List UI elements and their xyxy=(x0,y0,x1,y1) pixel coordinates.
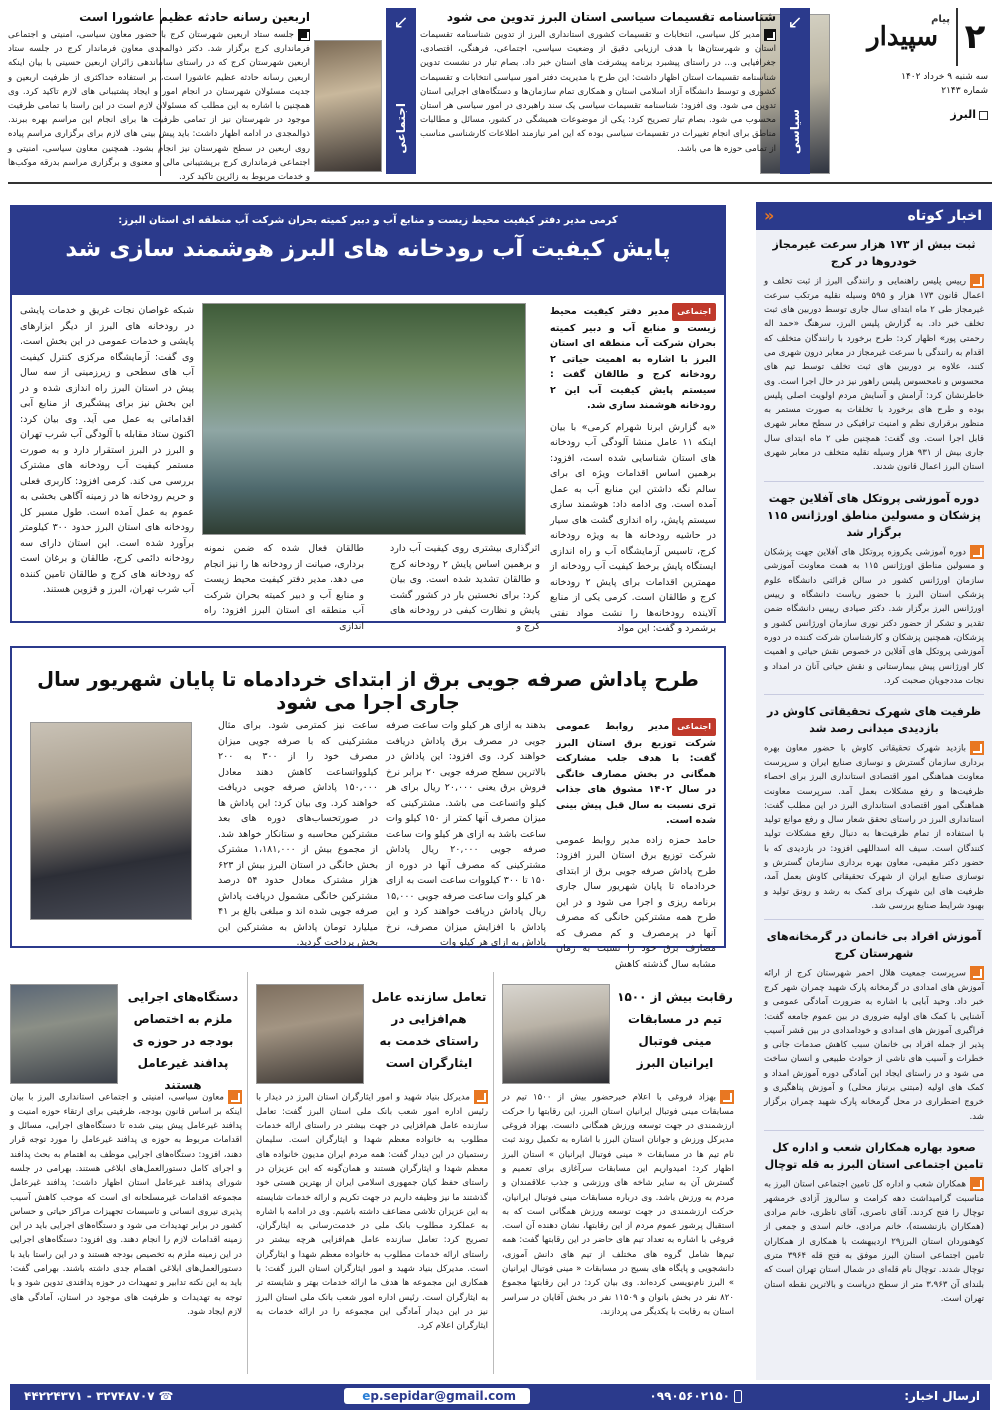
email-link[interactable]: ep.sepidar@gmail.com xyxy=(344,1388,530,1404)
story-title: شناسنامه تقسیمات سیاسی استان البرز تدوین می شود xyxy=(446,10,776,24)
short-news-title: ثبت بیش از ۱۷۳ هزار سرعت غیرمجاز خودروها در کرج xyxy=(772,238,976,268)
bullet-icon xyxy=(764,29,776,41)
section-tab-political: ↙ سیاسی xyxy=(780,8,810,174)
bottom-story: دستگاه‌های اجرایی ملزم به اختصاص بودجه در حوزه ی پدافند غیرعامل هستند معاون سیاسی، امنیتی و اجتماعی استانداری البرز با بیان اینکه بر اساس قانون بودجه، ظرفیتی برای ارتقاء حوزه امنیت و پدافند غیرعامل پیش بینی شده تا دستگاه‌های اجرایی، مسائل و اقدامات مربوط به حوزه ی پدافند غیرعامل را مورد توجه قرار دهند، افزود: دستگاه‌های اجرایی موظف به اهتمام به بحث پدافند و اجرای کامل دستورالعمل‌های ابلاغی هستند. بهرامی در جلسه شورای پدافند غیرعامل استان اظهار داشت: پدافند غیرعامل مجموعه اقدامات غیرمسلحانه ای است که موجب کاهش آسیب پذیری نیروی انسانی و تاسیسات تجهیزات مراکز حیاتی و حساس کشور در برابر تهدیدات می شود و دستگاه‌های اجرایی باید در این زمینه اقدامات لازم را انجام دهند. وی افزود: دستگاه‌های اجرایی در این زمینه ملزم به تخصیص بودجه هستند و در این راستا باید با دستورالعمل‌های ابلاغی اهتمام جدی داشته باشند. بهرامی گفت: باید به این نکته تدابیر و تمهیدات در حوزه پدافندی تدوین شود و با توجه به تهدیدات و ظرفیت های موجود در استان، آمادگی های لازم ایجاد شود. xyxy=(6,970,244,1378)
short-news-body: دوره آموزشی یکروزه پروتکل های آفلاین جهت پزشکان و مسولین مناطق اورژانس ۱۱۵ به همت معاونت آموزشی سازمان اورژانس کشور در سالن قرائتی دانشگاه علوم پزشکی استان البرز با حضور ریاست دانشگاه و رییس اورژانس البرز برگزار شد. دکتر صیادی رییس دانشگاه ضمن تقدیر و تشکر از حضور دکتر نوری سازمان اورژانس کشور و پزشکان، همچنین پزشکان و کارشناسان شرکت کننده در دوره آموزشی پروتکل های آفلاین در خصوص نقش حیاتی و اهمیت کار اورژانس پیش بیمارستانی و نقش حیاتی آنان در امداد و نجات مددجویان صحبت کرد. xyxy=(764,547,985,686)
arrow-bullet-icon xyxy=(474,1090,488,1104)
footer-bar xyxy=(10,1384,990,1410)
arrow-bullet-icon xyxy=(970,966,984,980)
tag-social: اجتماعی xyxy=(672,303,716,321)
power-photo xyxy=(30,722,192,920)
bottom-story: رقابت بیش از ۱۵۰۰ تیم در مسابقات مینی فوتبال ایرانیان البرز بهزاد فروغی با اعلام خبرحضور بیش از ۱۵۰۰ تیم در مسابقات مینی فوتبال ایرانیان استان البرز، این رقابتها را حرکت ارزشمندی در جهت توسعه ورزش همگانی دانست. بهزاد فروغی مدیرکل ورزش و جوانان استان البرز با اشاره به تکمیل روند ثبت نام تیم ها در مسابقات « مینی فوتبال ایرانیان » استان البرز اظهار کرد: امیدواریم این مسابقات سرآغازی برای تعمیم و گسترش آن به سایر شاخه های ورزشی و جذب علاقمندان و مردم به ورزش باشد. وی درباره مسابقات مینی فوتبال ایرانیان، حرکت ارزشمندی در جهت توسعه ورزش همگانی است که به استقبال پرشور عموم مردم از این رقابتها، نشان دهنده آن است. فروغی با اشاره به تعداد تیم های حاضر در این رقابتها گفت: همه تیم‌ها شامل گروه های مختلف از تیم های دانش آموزی، دانشجویی و پایگاه های بسیج در مسابقات « مینی فوتبال ایرانیان » البرز نام‌نویسی کرده‌اند. وی بیان کرد: در این رقابتها مجموع ۸۲۰ نفر در بخش بانوان و ۱۱۵۰۹ نفر در بخش آقایان در سراسر استان به رقابت با یکدیگر می پردازند. xyxy=(498,970,736,1378)
story-col-3: ساعت نیز کمترمی شود. برای مثال مشترکینی که با صرفه جویی میزان مصرف خود را از ۳۰۰ به ۲۰۰ کیلوواتساعت کاهش دهند معادل ۱۵۰,۰۰۰ پاداش صرفه جویی دریافت خواهند کرد. وی بیان کرد: این پاداش ها در صورتحساب‌های دوره های بعد مشترکین محاسبه و ستانکار خواهد شد. از مجموع بیش از ۱،۱۸۱,۰۰۰ مشترک بخش خانگی در استان البرز بیش از ۶۲۳ هزار مشترک معادل حدود ۵۴ درصد مشترکین خانگی مشمول دریافت پاداش صرفه جویی شده اند و مبلغی بالغ بر ۴۱ میلیارد تومان پاداش به مشترکین این بخش پرداخت گردید. xyxy=(218,720,379,948)
issue-date: سه شنبه ۹ خرداد ۱۴۰۲ xyxy=(901,72,988,82)
social-story-photo xyxy=(314,40,382,172)
short-news-item xyxy=(764,490,984,695)
arrow-bullet-icon xyxy=(970,741,984,755)
bottom-story-photo xyxy=(502,984,610,1084)
story-col-1: اجتماعیمدیر روابط عمومی شرکت توزیع برق استان البرز گفت: با هدف جلب مشارکت همگانی در بخش مصارف خانگی در سال ۱۴۰۲ مشوق های جذاب تری نسبت به سال قبل پیش بینی شده است. حامد حمزه زاده مدیر روابط عمومی شرکت توزیع برق استان البرز افزود: طرح پاداش صرفه جویی برق از ابتدای خردادماه تا پایان شهریور سال جاری برنامه ریزی و اجرا می شود و در این طرح همه مشترکین خانگی که مصرف آنها در پرمصرف و کم مصرف که مصارف برق خود را نسبت به زمان مشابه سال گذشته کاهش xyxy=(556,718,716,972)
arrow-bullet-icon xyxy=(970,1177,984,1191)
short-news-title: ظرفیت های شهرک تحقیقاتی کاوش در بازدیدی میدانی رصد شد xyxy=(766,705,981,736)
short-news-header: اخبار کوتاه « xyxy=(756,202,992,230)
arrow-bullet-icon xyxy=(970,545,984,559)
story-col-4: شبکه غواصان نجات غریق و خدمات پایشی در رودخانه های البرز از دیگر ابزارهای پایشی و خدمات عمومی در این بخش است. وی گفت: آزمایشگاه مرکزی کنترل کیفیت آب های سطحی و زیرزمینی از سه سال پیش در استان البرز راه اندازی شده و در این بخش نیز برای پیشگیری از منابع آبی اقداماتی به عمل می آید. وی بیان کرد: اکنون ستاد مقابله با آلودگی آب شرب تهران و البرز در البرز استقرار دارد و به صورت مستمر کیفیت آب رودخانه های مشترک بررسی می کند. کرمی افزود: کاربری فعلی و حریم رودخانه ها در زمینه آگاهی بخشی به عموم به عمل آمده است. طول مسیر کل رودخانه های استان البرز حدود ۳۰۰ کیلومتر برآورد شده است. این استان دارای سه رودخانه دائمی کرج، طالقان و برغان است که رودخانه های کرج و طالقان تامین کننده آب شرب تهران، البرز و قزوین هستند. xyxy=(20,305,195,595)
arrow-icon: ↙ xyxy=(393,12,409,33)
page-number: ۲ xyxy=(956,8,992,66)
short-news-title: صعود بهاره همکاران شعب و اداره کل تامین اجتماعی استان البرز به قله توچال xyxy=(764,1140,984,1171)
story-water xyxy=(10,205,726,634)
region-label: البرز xyxy=(950,108,988,121)
story-col-3: طالقان فعال شده که ضمن نمونه برداری، صیانت از رودخانه ها را نیز انجام می دهد. مدیر دفتر کیفیت محیط زیست و منابع آب و دبیر کمیته بحران شرکت آب منطقه ای استان البرز افزود: راه اندازی xyxy=(204,543,364,632)
column-divider xyxy=(247,972,248,1374)
column-divider xyxy=(493,972,494,1374)
water-photo xyxy=(202,303,526,535)
story-kicker: کرمی مدیر دفتر کیفیت محیط زیست و منابع آب و دبیر کمیته بحران شرکت آب منطقه ای استان البرز: xyxy=(118,215,618,226)
story-headline: پایش کیفیت آب رودخانه های البرز هوشمند سازی شد xyxy=(65,236,671,262)
short-news-body: همکاران شعب و اداره کل تامین اجتماعی استان البرز به مناسبت گرامیداشت دهه کرامت و سالروز آزادی خرمشهر توچال را فتح کردند. آقای ناصری، آقای ناظری، خانم مرادی (همکاران بازنشسته)، خانم مرادی، خانم اسدی و جمعی از کوهنوردان استان البرز۲۹ اردیبهشت با همکاری از همکاران تامین اجتماعی استان البرز موفق به فتح قله ۳۹۶۴ متری توچال شدند. توچال نام قله‌ای در شمال استان تهران است که بلندای آن ۳،۹۶۳ متر از سطح دریاست و بالاترین نقطه استان تهران است. xyxy=(764,1179,985,1304)
short-news-body: بازدید شهرک تحقیقاتی کاوش با حضور معاون بهره برداری سازمان گسترش و نوسازی صنایع ایران و سرپرست معاونت هماهنگی امور اقتصادی استانداری البرز برای احصاء ظرفیت‌ها و رفع مشکلات بعمل آمد. سرپرست معاونت هماهنگی امور اقتصادی استانداری البرز در این مطلب گفت: استانداری البرز در راستای تحقق شعار سال و رفع موانع تولید با استفاده از تمام ظرفیت‌ها به دنبال رفع مشکلات تولید کنندگان است. سیف اله اسداللهی افزود: در بازدیدی که با حضور دکتر مقیمی، معاون بهره برداری سازمان گسترش و نوسازی صنایع ایران از شهرک تحقیقاتی کاوش بعمل آمد، ظرفیت های این شهرک برای کمک به رشد و رونق تولید و بهبود شرایط صنایع بررسی شد. xyxy=(764,743,984,911)
short-news-body: سرپرست جمعیت هلال احمر شهرستان کرج از ارائه آموزش های امدادی در گرمخانه پارک شهید چمران شهر کرج خبر داد. وحید آبایی با اشاره به ضرورت آمادگی عمومی و آشنایی با کمک های اولیه ضروری در بین عموم جامعه گفت: فراگیری آموزش های امدادی و خودامدادی در بین قشر آسیب پذیر از جمله افراد بی خانمان سبب کاهش صدمات جانی و خطرات و آسیب های ناشی از حوادث طبیعی و انسان ساخت می شود و در راستای ایجاد این آمادگی دوره آموزش امداد و کمک های اولیه (مبتنی برنیاز محلی) و آموزش پناهگیری و خروج اضطراری در محل گرمخانه پارک شهید چمران برگزار شد. xyxy=(764,968,984,1122)
arrow-bullet-icon xyxy=(228,1090,242,1104)
top-story-political: شناسنامه تقسیمات سیاسی استان البرز تدوین می شود مدیر کل سیاسی، انتخابات و تقسیمات کشوری استانداری البرز از تدوین شناسنامه تقسیمات استان و شهرستان‌ها با هدف ارزیابی دقیق از وضعیت سیاسی، اجتماعی، فرهنگی، اقتصادی، جغرافیایی و... در راستای پیشبرد برنامه پیشرفت های استان خبر داد. بصام تبار در نشست تدوین شناسنامه تقسیمات استان اظهار داشت: این طرح با مدیریت دفتر امور سیاسی انتخابات و تقسیمات کشوری و توسط دانشگاه آزاد اسلامی استان و همکاری تمام سازمان‌ها و دستگاه‌های اجرایی استان تدوین می شود. وی افزود: شناسنامه تقسیمات سیاسی یک سند راهبردی در امور سیاسی هر استان محسوب می شود. بصام تبار تصریح کرد: یکی از موضوعات همیشگی در کشور، مسائل و مطالبات مناطق برای انجام تغییرات در تقسیمات سیاسی بوده که این امر نیازمند اطلاعات کارشناسی مناسب از تمامی حوزه ها می باشد. xyxy=(420,10,776,154)
phone-landline[interactable]: ☎۳۲۷۴۸۷۰۷ - ۴۴۲۲۴۳۷۱ xyxy=(24,1389,174,1403)
short-news-item xyxy=(764,1139,984,1312)
section-tab-social: ↙ اجتماعی xyxy=(386,8,416,174)
issue-number: شماره ۲۱۴۳ xyxy=(941,86,988,96)
arrow-bullet-icon xyxy=(720,1090,734,1104)
short-news-item xyxy=(764,928,984,1131)
short-news-body: رییس پلیس راهنمایی و رانندگی البرز از ثبت تخلف و اعمال قانون ۱۷۳ هزار و ۵۹۵ وسیله نقلیه مرتکب سرعت غیرمجاز طی ۲ ماه ابتدای سال جاری توسط دوربین های ثبت تخلف خبر داد. به گزارش پلیس البرز، سرهنگ «حمد اله رحمتی پور» اظهار کرد: طرح برخورد با رانندگان متخلف که اقدام به رانندگی با سرعت غیرمجاز در معابر درون شهری می کنند، علاوه بر دوربین های ثبت تخلف توسط تیم های محسوس و نامحسوس پلیس راهور نیز در حال اجرا است. وی خاطرنشان کرد: آرامش و آسایش مردم اولویت اصلی پلیس بوده و طرح های برخورد با تخلفات به صورت مستمر به منظور برقراری نظم و امنیت ترافیکی در سطح معابر شهری قابل اجرا است. وی گفت: همچنین طی ۲ ماه ابتدای سال جاری بیش از ۹۳۱ هزار وسیله نقلیه متخلف در معابر شهری استان البرز اعمال قانون شدند. xyxy=(764,276,985,473)
short-news-title: آموزش افراد بی خانمان در گرمخانه‌های شهرستان کرج xyxy=(766,930,982,961)
bottom-story: تعامل سازنده عامل هم‌افزایی در راستای خدمت به ایثارگران است مدیرکل بنیاد شهید و امور ایثارگران استان البرز در دیدار با رئیس اداره امور شعب بانک ملی استان البرز گفت: تعامل سازنده عامل هم‌افزایی در جهت بیشتر در راستای ارائه خدمات مطلوب به خانواده معظم شهدا و ایثارگران است. سلیمان رستمیان در این دیدار گفت: همه مردم ایران مدیون خانواده های معظم شهدا و ایثارگران هستند و همان‌گونه که این عزیزان در راستای حفظ کیان جمهوری اسلامی ایران از بهترین هستی خود گذشتند ما نیز وظیفه داریم در جهت تکریم و ارائه خدمات شایسته به این عزیزان تلاشی مضاعف داشته باشیم. وی در ادامه با اشاره به عملکرد مطلوب بانک ملی در خدمت‌رسانی به ایثارگران، تصریح کرد: تعامل سازنده عامل هم‌افزایی هرچه بیشتر در راستای ارائه خدمات مطلوب به خانواده معظم شهدا و ایثارگران است. مدیرکل بنیاد شهید و امور ایثارگران استان البرز گفت: با همکاری این مجموعه ها هدف ما ارائه خدمات بهتر و شایسته تر به ایثارگران است. رئیس اداره امور شعب بانک ملی استان البرز نیز در این دیدار آمادگی این مجموعه را در ارائه خدمات به ایثارگران اعلام کرد. xyxy=(252,970,490,1378)
short-news-item xyxy=(764,236,984,482)
browser-icon: e xyxy=(362,1389,371,1403)
bullet-icon xyxy=(298,29,310,41)
tag-social: اجتماعی xyxy=(672,718,716,736)
story-headline: طرح پاداش صرفه جویی برق از ابتدای خردادماه تا پایان شهریور سال جاری اجرا می شود xyxy=(37,668,699,714)
send-news-label: ارسال اخبار: xyxy=(904,1389,980,1403)
top-story-social: اربعین رسانه حادثه عظیم عاشورا است جلسه ستاد اربعین شهرستان کرج با حضور معاون سیاسی، امنیتی و اجتماعی فرمانداری کرج برگزار شد. دکتر ذوالمجدی معاون فرماندار کرج در جلسه ستاد اربعین شهرستان کرج که در راستای ساماندهی زائران اربعین حسینی با بیان اینکه اربعین رسانه حادثه عظیم عاشورا است، بر استفاده حداکثری از ظرفیت اربعین و جدیت مسئولان شهرستان در انجام امور و ایجاد پشتیبانی های لازم تاکید کرد. وی همچنین با اشاره به این مطلب که مسئولان لازم است در این راستا با تمامی ظرفیت موجود در شهرستان نیز از تمامی ظرفیت ها برای انجام این مراسم بهره ببرند. ذوالمجدی در ادامه اظهار داشت: باید پیش بینی های لازم برای برگزاری مراسم پیاده روی اربعین در سطح شهرستان نیز انجام بشود. همچنین معاون سیاسی، امنیتی و اجتماعی فرمانداری کرج برپشتیبانی مالی و معنوی و برگزاری مراسم بدرقه موکب‌ها و خدمات مربوط به زائرین تاکید کرد. xyxy=(8,10,310,183)
bottom-story-title: تعامل سازنده عامل هم‌افزایی در راستای خدمت به ایثارگران است xyxy=(371,990,487,1070)
mobile-icon xyxy=(734,1390,742,1403)
bottom-story-title: دستگاه‌های اجرایی ملزم به اختصاص بودجه در حوزه ی پدافند غیرعامل هستند xyxy=(127,990,239,1092)
story-col-1: اجتماعیمدیر دفتر کیفیت محیط زیست و منابع آب و دبیر کمیته بحران شرکت آب منطقه ای استان البرز با اشاره به اهمیت حیاتی ۲ رودخانه کرج و طالقان گفت : سیستم پایش کیفیت آب این ۲ رودخانه هوشمند سازی شد. «به گزارش ابرنا شهرام کرمی» با بیان اینکه ۱۱ عامل منشا آلودگی آب رودخانه های استان شناسایی شده است، افزود: برهمین اساس اقدامات ویژه ای برای سالم نگه داشتن این منابع آب به عمل آمده است. وی ادامه داد: هوشمند سازی سیستم پایش، راه اندازی گشت های سیار در حاشیه رودخانه ها به ویژه رودخانه کرج، تاسیس آزمایشگاه آب و راه اندازی ایستگاه پایش برخط کیفیت آب رودخانه از مهمترین اقدامات برای پایش ۲ رودخانه کرج و طالقان است. کرمی یکی از منابع آلاینده رودخانه‌ها را نشت مواد نفتی برشمرد و گفت: این مواد xyxy=(550,303,716,637)
logo-main: سپیدار xyxy=(867,22,938,52)
story-col-2: بدهند به ازای هر کیلو وات ساعت صرفه جویی در مصرف برق پاداش دریافت خواهند کرد. وی افزود: این پاداش در بالاترین سطح صرفه جویی ۲۰ برابر نرخ فروش برق یعنی ۲۰,۰۰۰ ریال برای هر کیلو واتساعت می باشد. مشترکینی که میزان مصرف آنها کمتر از ۱۵۰ کیلو وات ساعت باشد به ازای هر کیلو وات ساعت صرفه جویی ۲۰,۰۰۰ ریال پاداش مشترکینی که مصرف آنها در دوره از ۱۵۰ تا ۳۰۰ کیلووات ساعت است به ازای هر کیلو وات ساعت صرفه جویی ۱۵,۰۰۰ ریال پاداش دریافت خواهند کرد و این پاداش با افزایش میزان مصرف، نرخ پاداش به ازای هر کیلو وات xyxy=(386,720,547,948)
story-header-band xyxy=(12,207,724,295)
logo xyxy=(856,8,952,68)
bottom-story-photo xyxy=(256,984,364,1084)
arrow-icon: ↙ xyxy=(787,12,803,33)
phone-icon: ☎ xyxy=(158,1389,174,1403)
region-icon xyxy=(979,111,988,120)
story-power xyxy=(10,646,726,970)
phone-mobile[interactable]: ۰۹۹۰۵۶۰۲۱۵۰ xyxy=(649,1389,742,1403)
short-news-column xyxy=(756,202,992,1380)
short-news-item xyxy=(764,703,984,920)
chevron-icon: « xyxy=(764,206,775,225)
story-title: اربعین رسانه حادثه عظیم عاشورا است xyxy=(79,10,310,24)
logo-small: پیام xyxy=(931,14,950,25)
arrow-bullet-icon xyxy=(970,274,984,288)
bottom-story-photo xyxy=(10,984,118,1084)
bottom-story-title: رقابت بیش از ۱۵۰۰ تیم در مسابقات مینی فوتبال ایرانیان البرز xyxy=(617,990,733,1070)
story-col-2: اثرگذاری بیشتری روی کیفیت آب دارد و برهمین اساس پایش ۲ رودخانه کرج و طالقان تشدید شده است. وی بیان کرد: برای نخستین بار در کشور گشت پایش و نظارت کیفی در رودخانه های کرج و xyxy=(390,543,540,632)
short-news-title: دوره آموزشی پروتکل های آفلاین جهت پزشکان و مسولین مناطق اورژانس ۱۱۵ برگزار شد xyxy=(767,491,981,539)
